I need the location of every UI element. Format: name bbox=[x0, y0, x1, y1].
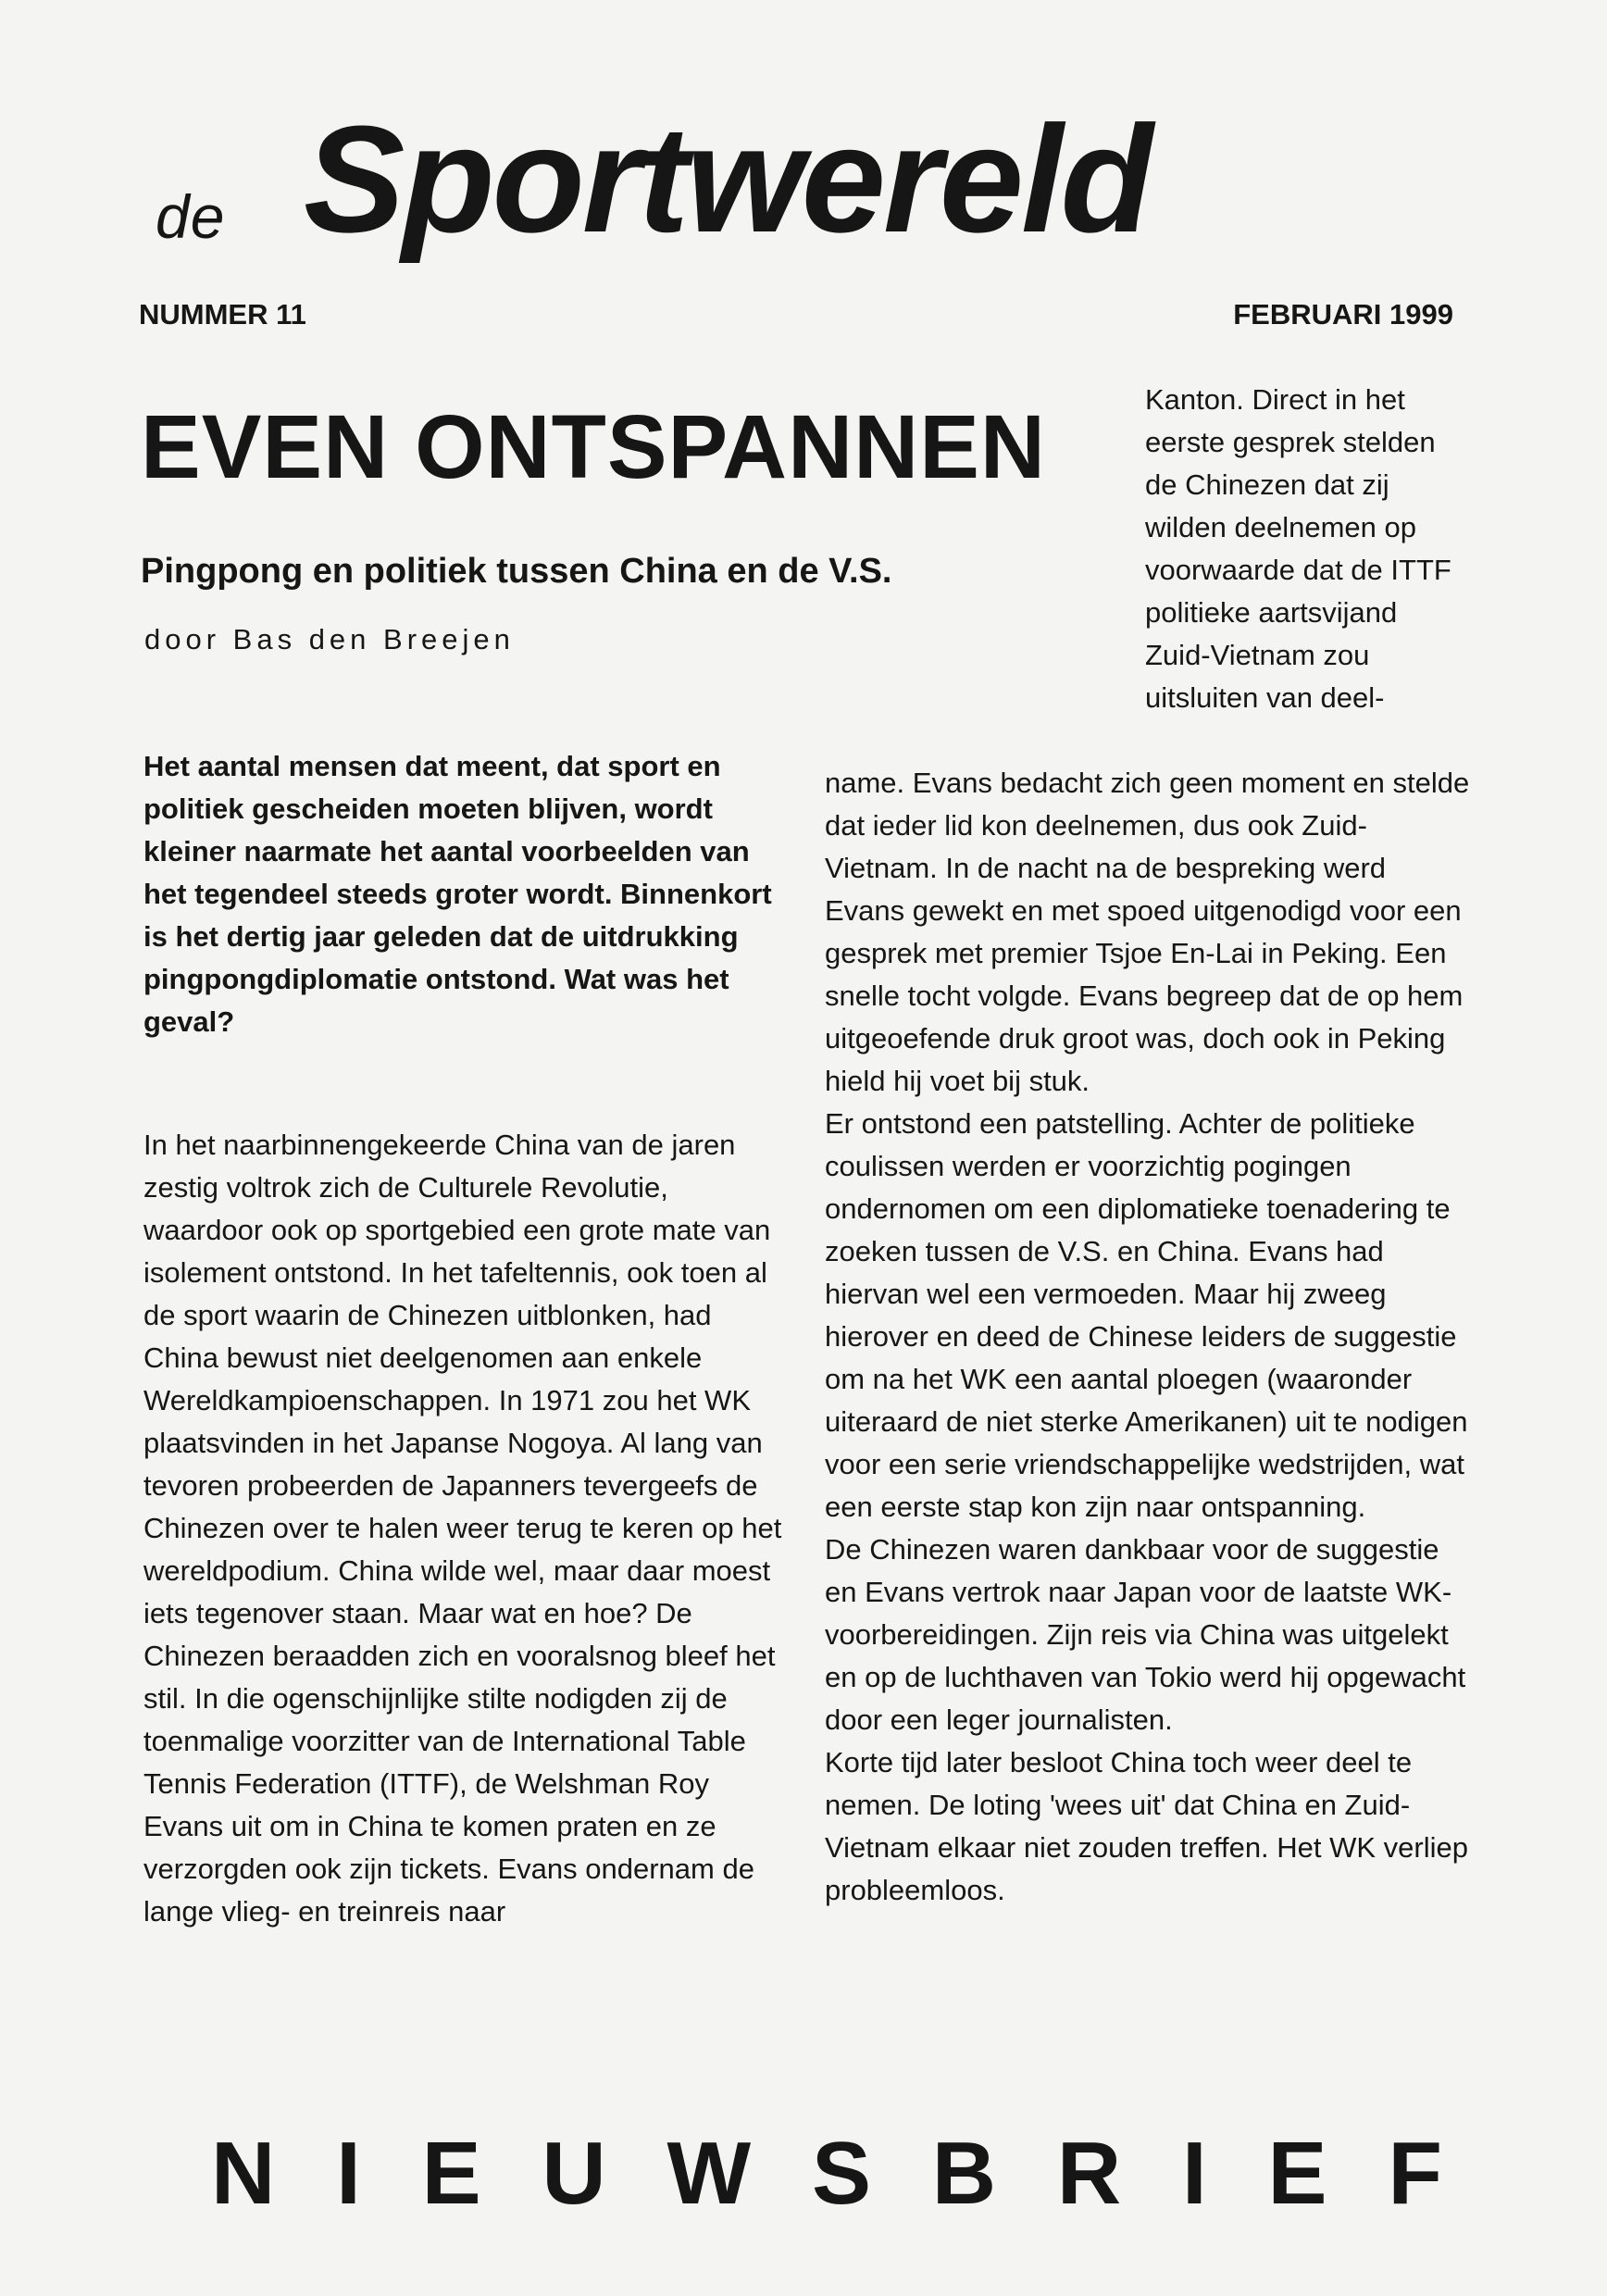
issue-date: FEBRUARI 1999 bbox=[1233, 298, 1453, 331]
article-paragraph: Er ontstond een patstelling. Achter de politieke coulissen werden er voorzichtig pogingen ondernomen om een diplomatieke toenadering te zoeken tussen de V.S. en China. Evans had hiervan wel een vermoeden. Maar hij zweeg hierover en deed de Chinese leiders de suggestie om na het WK een aantal ploegen (waaronder uiteraard de niet sterke Amerikanen) uit te nodigen voor een serie vriendschappelijke wedstrijden, wat een eerste stap kon zijn naar ontspanning. bbox=[825, 1107, 1468, 1523]
newsletter-footer-title bbox=[211, 2124, 1442, 2223]
masthead-prefix: de bbox=[156, 182, 226, 251]
article-column-right bbox=[825, 762, 1473, 1912]
article-headline: EVEN ONTSPANNEN bbox=[141, 396, 1046, 497]
article-byline: door Bas den Breejen bbox=[144, 623, 515, 655]
article-lead: Het aantal mensen dat meent, dat sport en politiek gescheiden moeten blijven, wordt kleiner naarmate het aantal voorbeelden van het tegendeel steeds groter wordt. Binnenkort is het dertig jaar geleden dat de uitdrukking pingpongdiplomatie ontstond. Wat was het geval? bbox=[143, 750, 772, 1038]
article-paragraph: name. Evans bedacht zich geen moment en stelde dat ieder lid kon deelnemen, dus ook Zuid-Vietnam. In de nacht na de bespreking werd Evans gewekt en met spoed uitgenodigd voor een gesprek met premier Tsjoe En-Lai in Peking. Een snelle tocht volgde. Evans begreep dat de op hem uitgeoefende druk groot was, doch ook in Peking hield hij voet bij stuk. bbox=[825, 767, 1470, 1097]
article-body-left: In het naarbinnengekeerde China van de jaren zestig voltrok zich de Culturele Revolutie, waardoor ook op sportgebied een grote mate van isolement ontstond. In het tafeltennis, ook toen al de sport waarin de Chinezen uitblonken, had China bewust niet deelgenomen aan enkele Wereldkampioenschappen. In 1971 zou het WK plaatsvinden in het Japanse Nogoya. Al lang van tevoren probeerden de Japanners tevergeefs de Chinezen over te halen weer terug te keren op het wereldpodium. China wilde wel, maar daar moest iets tegenover staan. Maar wat en hoe? De Chinezen beraadden zich en vooralsnog bleef het stil. In die ogenschijnlijke stilte nodigden zij de toenmalige voorzitter van de International Table Tennis Federation (ITTF), de Welshman Roy Evans uit om in China te komen praten en ze verzorgden ook zijn tickets. Evans ondernam de lange vlieg- en treinreis naar bbox=[143, 1129, 782, 1928]
article-paragraph: Korte tijd later besloot China toch weer deel te nemen. De loting 'wees uit' dat China en Zuid-Vietnam elkaar niet zouden treffen. Het WK verliep probleemloos. bbox=[825, 1746, 1469, 1906]
article-subtitle: Pingpong en politiek tussen China en de V.S. bbox=[141, 552, 892, 591]
footer-title-text: N I E U W S B R I E F bbox=[211, 2124, 1442, 2223]
article-column-right-top: Kanton. Direct in het eerste gesprek stelden de Chinezen dat zij wilden deelnemen op voorwaarde dat de ITTF politieke aartsvijand Zuid-Vietnam zou uitsluiten van deel- bbox=[1145, 383, 1451, 714]
issue-number: NUMMER 11 bbox=[139, 298, 306, 331]
article-paragraph: De Chinezen waren dankbaar voor de suggestie en Evans vertrok naar Japan voor de laatste WK-voorbereidingen. Zijn reis via China was uitgelekt en op de luchthaven van Tokio werd hij opgewacht door een leger journalisten. bbox=[825, 1533, 1466, 1736]
masthead-title: Sportwereld bbox=[304, 94, 1151, 264]
